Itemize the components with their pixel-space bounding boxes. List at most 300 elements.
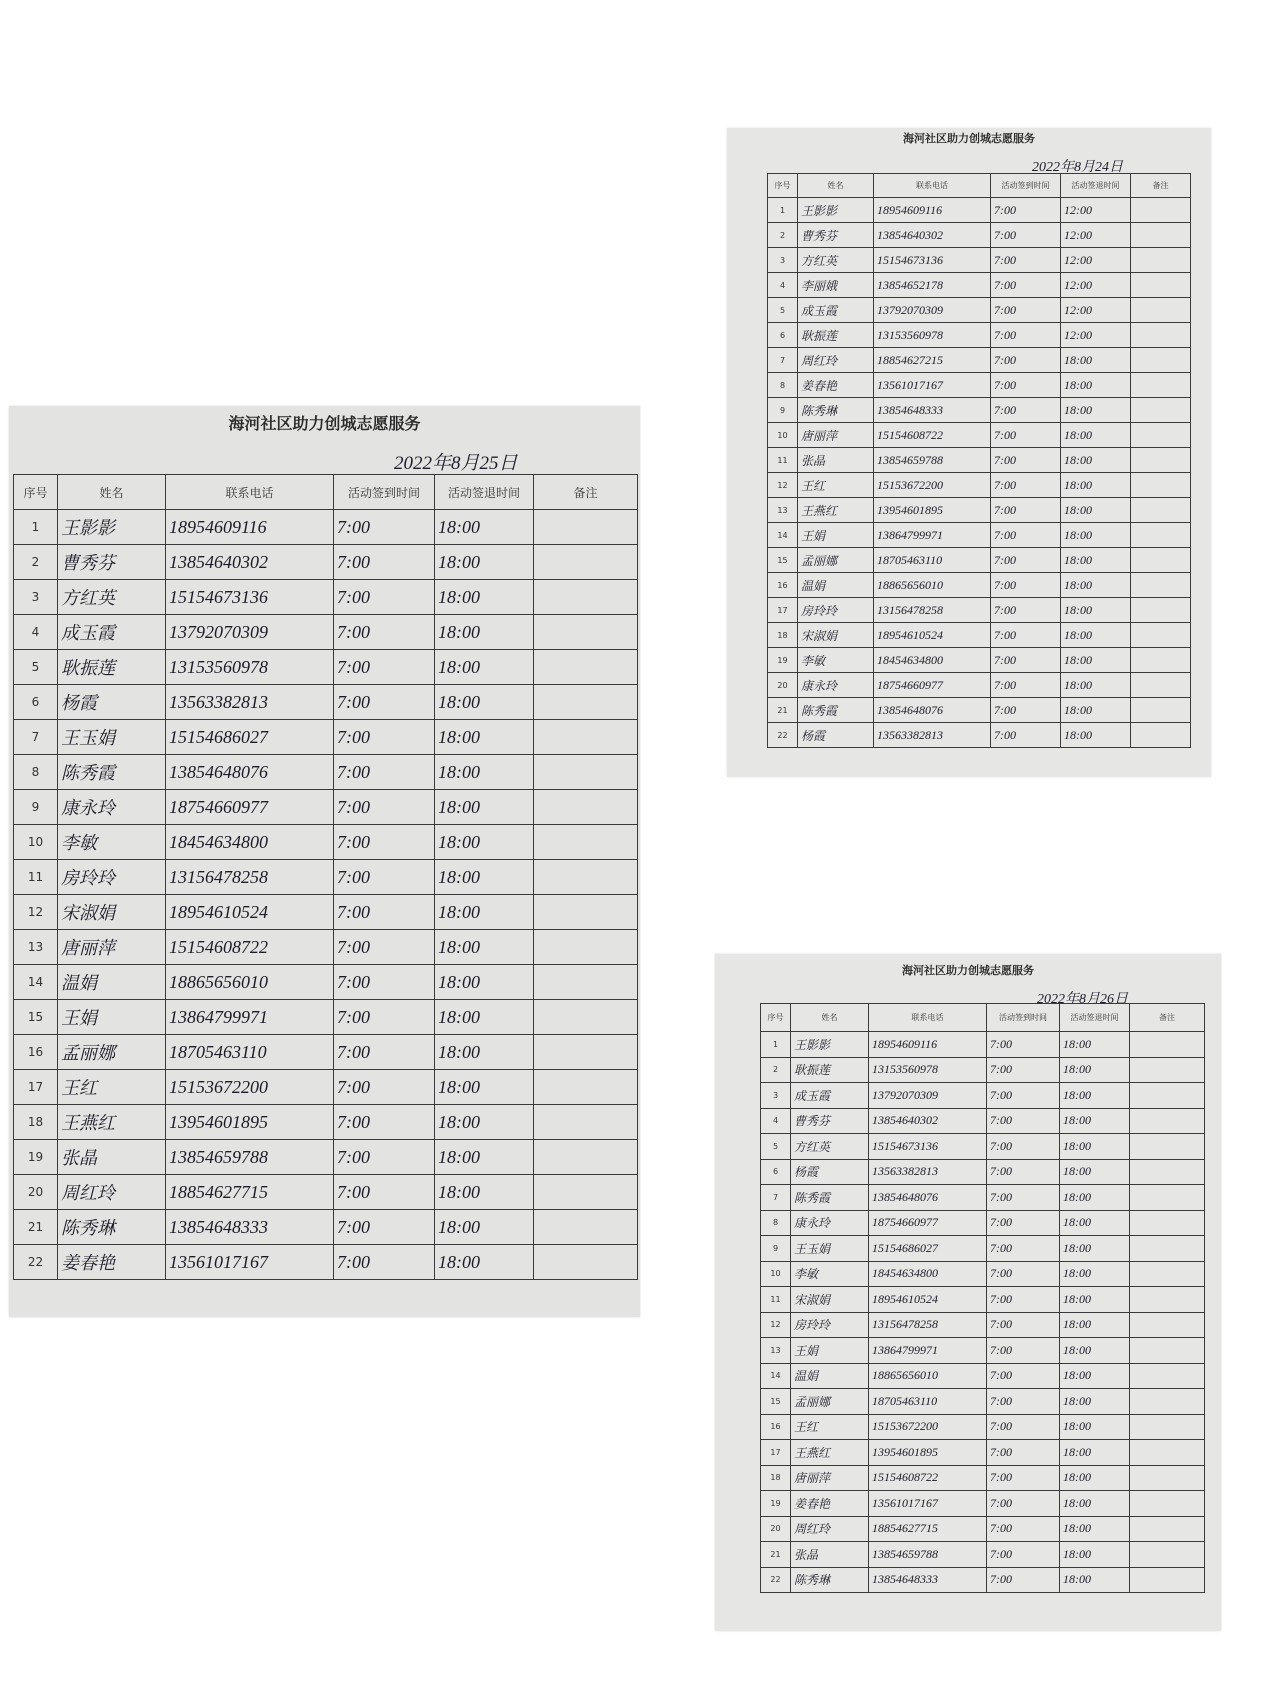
table-row xyxy=(761,1389,1205,1415)
volunteer-name: 张晶 xyxy=(798,448,874,473)
table-row xyxy=(14,580,638,615)
checkin-time: 7:00 xyxy=(987,1083,1060,1109)
phone-number: 13792070309 xyxy=(874,298,991,323)
header-note: 备注 xyxy=(1130,1004,1205,1032)
note-cell xyxy=(1130,1108,1205,1134)
checkout-time: 18:00 xyxy=(1060,1363,1130,1389)
volunteer-name: 张晶 xyxy=(791,1542,869,1568)
note-cell xyxy=(1130,1057,1205,1083)
volunteer-name: 王燕红 xyxy=(798,498,874,523)
checkout-time: 18:00 xyxy=(435,1035,534,1070)
checkout-time: 18:00 xyxy=(435,965,534,1000)
row-number: 8 xyxy=(761,1210,791,1236)
phone-number: 13156478258 xyxy=(869,1312,987,1338)
checkout-time: 18:00 xyxy=(435,1070,534,1105)
sheet-title: 海河社区助力创城志愿服务 xyxy=(902,964,1034,977)
row-number: 16 xyxy=(768,573,798,598)
phone-number: 13792070309 xyxy=(869,1083,987,1109)
checkout-time: 18:00 xyxy=(435,580,534,615)
phone-number: 13854659788 xyxy=(166,1140,334,1175)
sheet-date: 2022年8月26日 xyxy=(1037,992,1128,1007)
sheet-date: 2022年8月24日 xyxy=(1032,160,1123,175)
row-number: 21 xyxy=(768,698,798,723)
volunteer-name: 陈秀琳 xyxy=(58,1210,166,1245)
volunteer-name: 李敏 xyxy=(58,825,166,860)
checkout-time: 18:00 xyxy=(1060,1134,1130,1160)
phone-number: 15154686027 xyxy=(869,1236,987,1262)
checkout-time: 18:00 xyxy=(1061,673,1131,698)
checkin-time: 7:00 xyxy=(987,1057,1060,1083)
note-cell xyxy=(1131,323,1191,348)
row-number: 4 xyxy=(768,273,798,298)
note-cell xyxy=(534,790,638,825)
table-row xyxy=(768,298,1191,323)
phone-number: 13854659788 xyxy=(869,1542,987,1568)
table-row xyxy=(768,648,1191,673)
checkin-time: 7:00 xyxy=(987,1516,1060,1542)
phone-number: 13854648333 xyxy=(874,398,991,423)
checkout-time: 18:00 xyxy=(435,825,534,860)
header-no: 序号 xyxy=(768,174,798,198)
table-row xyxy=(761,1261,1205,1287)
table-row xyxy=(761,1210,1205,1236)
checkout-time: 18:00 xyxy=(1061,623,1131,648)
volunteer-name: 康永玲 xyxy=(58,790,166,825)
note-cell xyxy=(534,720,638,755)
row-number: 10 xyxy=(761,1261,791,1287)
note-cell xyxy=(534,1175,638,1210)
checkout-time: 18:00 xyxy=(1061,573,1131,598)
checkin-time: 7:00 xyxy=(334,580,435,615)
phone-number: 13854648333 xyxy=(166,1210,334,1245)
table-row xyxy=(768,473,1191,498)
checkin-time: 7:00 xyxy=(991,273,1061,298)
table-row xyxy=(761,1491,1205,1517)
checkout-time: 18:00 xyxy=(1060,1338,1130,1364)
checkout-time: 18:00 xyxy=(435,685,534,720)
checkout-time: 18:00 xyxy=(435,510,534,545)
table-row xyxy=(768,498,1191,523)
note-cell xyxy=(1130,1542,1205,1568)
volunteer-name: 曹秀芬 xyxy=(58,545,166,580)
volunteer-name: 成玉霞 xyxy=(798,298,874,323)
checkin-time: 7:00 xyxy=(991,573,1061,598)
phone-number: 18854627715 xyxy=(166,1175,334,1210)
table-row xyxy=(768,623,1191,648)
checkin-time: 7:00 xyxy=(991,248,1061,273)
table-row xyxy=(768,673,1191,698)
phone-number: 13153560978 xyxy=(166,650,334,685)
note-cell xyxy=(534,1035,638,1070)
phone-number: 15154686027 xyxy=(166,720,334,755)
row-number: 8 xyxy=(768,373,798,398)
row-number: 10 xyxy=(14,825,58,860)
row-number: 2 xyxy=(761,1057,791,1083)
note-cell xyxy=(1131,498,1191,523)
row-number: 20 xyxy=(768,673,798,698)
note-cell xyxy=(1131,598,1191,623)
volunteer-name: 王燕红 xyxy=(791,1440,869,1466)
table-row xyxy=(768,323,1191,348)
note-cell xyxy=(1131,648,1191,673)
note-cell xyxy=(1130,1236,1205,1262)
row-number: 13 xyxy=(14,930,58,965)
note-cell xyxy=(1131,573,1191,598)
checkin-time: 7:00 xyxy=(334,860,435,895)
volunteer-name: 宋淑娟 xyxy=(58,895,166,930)
volunteer-name: 唐丽萍 xyxy=(58,930,166,965)
table-header-row xyxy=(768,174,1191,198)
checkout-time: 18:00 xyxy=(1061,423,1131,448)
table-row xyxy=(14,545,638,580)
checkout-time: 12:00 xyxy=(1061,298,1131,323)
checkout-time: 18:00 xyxy=(1061,648,1131,673)
phone-number: 13854648076 xyxy=(166,755,334,790)
note-cell xyxy=(1131,523,1191,548)
row-number: 5 xyxy=(14,650,58,685)
header-note: 备注 xyxy=(1131,174,1191,198)
row-number: 20 xyxy=(761,1516,791,1542)
volunteer-name: 陈秀琳 xyxy=(798,398,874,423)
checkin-time: 7:00 xyxy=(334,1105,435,1140)
note-cell xyxy=(1131,248,1191,273)
note-cell xyxy=(534,895,638,930)
header-no: 序号 xyxy=(761,1004,791,1032)
checkin-time: 7:00 xyxy=(987,1363,1060,1389)
checkout-time: 18:00 xyxy=(1060,1261,1130,1287)
row-number: 4 xyxy=(761,1108,791,1134)
header-checkin: 活动签到时间 xyxy=(987,1004,1060,1032)
note-cell xyxy=(1130,1210,1205,1236)
sheet-title: 海河社区助力创城志愿服务 xyxy=(903,132,1035,145)
checkin-time: 7:00 xyxy=(991,398,1061,423)
checkin-time: 7:00 xyxy=(987,1236,1060,1262)
phone-number: 13563382813 xyxy=(869,1159,987,1185)
phone-number: 15153672200 xyxy=(869,1414,987,1440)
checkout-time: 18:00 xyxy=(1060,1312,1130,1338)
checkout-time: 18:00 xyxy=(1061,398,1131,423)
note-cell xyxy=(1130,1389,1205,1415)
phone-number: 18705463110 xyxy=(874,548,991,573)
row-number: 15 xyxy=(14,1000,58,1035)
table-row xyxy=(14,1140,638,1175)
signin-table xyxy=(760,1003,1205,1593)
table-row xyxy=(768,248,1191,273)
header-phone: 联系电话 xyxy=(166,475,334,510)
row-number: 21 xyxy=(14,1210,58,1245)
phone-number: 13561017167 xyxy=(874,373,991,398)
header-note: 备注 xyxy=(534,475,638,510)
row-number: 3 xyxy=(761,1083,791,1109)
table-row xyxy=(768,548,1191,573)
checkin-time: 7:00 xyxy=(987,1542,1060,1568)
row-number: 11 xyxy=(761,1287,791,1313)
row-number: 18 xyxy=(768,623,798,648)
table-row xyxy=(14,755,638,790)
row-number: 11 xyxy=(768,448,798,473)
checkin-time: 7:00 xyxy=(991,723,1061,748)
checkin-time: 7:00 xyxy=(991,323,1061,348)
phone-number: 15154608722 xyxy=(874,423,991,448)
row-number: 17 xyxy=(14,1070,58,1105)
sheet-title: 海河社区助力创城志愿服务 xyxy=(228,414,421,433)
checkin-time: 7:00 xyxy=(987,1134,1060,1160)
note-cell xyxy=(534,650,638,685)
header-phone: 联系电话 xyxy=(869,1004,987,1032)
row-number: 5 xyxy=(768,298,798,323)
checkout-time: 12:00 xyxy=(1061,273,1131,298)
note-cell xyxy=(1130,1440,1205,1466)
row-number: 3 xyxy=(14,580,58,615)
volunteer-name: 曹秀芬 xyxy=(798,223,874,248)
note-cell xyxy=(1131,448,1191,473)
note-cell xyxy=(534,1070,638,1105)
row-number: 8 xyxy=(14,755,58,790)
phone-number: 18705463110 xyxy=(869,1389,987,1415)
row-number: 1 xyxy=(14,510,58,545)
table-row xyxy=(761,1338,1205,1364)
note-cell xyxy=(1131,298,1191,323)
table-row xyxy=(768,273,1191,298)
volunteer-name: 唐丽萍 xyxy=(798,423,874,448)
phone-number: 13854648076 xyxy=(869,1185,987,1211)
row-number: 20 xyxy=(14,1175,58,1210)
checkin-time: 7:00 xyxy=(334,1000,435,1035)
table-row xyxy=(761,1465,1205,1491)
checkin-time: 7:00 xyxy=(987,1312,1060,1338)
table-row xyxy=(14,615,638,650)
row-number: 9 xyxy=(14,790,58,825)
volunteer-name: 张晶 xyxy=(58,1140,166,1175)
checkout-time: 18:00 xyxy=(435,1140,534,1175)
phone-number: 18954609116 xyxy=(869,1032,987,1058)
note-cell xyxy=(1130,1516,1205,1542)
signin-sheet-left xyxy=(9,406,640,1317)
phone-number: 18954609116 xyxy=(874,198,991,223)
note-cell xyxy=(1130,1134,1205,1160)
phone-number: 13954601895 xyxy=(874,498,991,523)
phone-number: 13563382813 xyxy=(874,723,991,748)
table-body xyxy=(768,198,1191,748)
volunteer-name: 陈秀霞 xyxy=(791,1185,869,1211)
checkin-time: 7:00 xyxy=(987,1491,1060,1517)
checkout-time: 12:00 xyxy=(1061,198,1131,223)
checkout-time: 18:00 xyxy=(1061,523,1131,548)
phone-number: 18954610524 xyxy=(869,1287,987,1313)
checkin-time: 7:00 xyxy=(334,1140,435,1175)
row-number: 19 xyxy=(14,1140,58,1175)
row-number: 12 xyxy=(14,895,58,930)
phone-number: 18454634800 xyxy=(166,825,334,860)
table-row xyxy=(14,930,638,965)
table-row xyxy=(761,1108,1205,1134)
volunteer-name: 姜春艳 xyxy=(791,1491,869,1517)
volunteer-name: 王影影 xyxy=(798,198,874,223)
signin-sheet-bottom-right xyxy=(715,954,1221,1631)
note-cell xyxy=(534,1000,638,1035)
phone-number: 13854640302 xyxy=(166,545,334,580)
phone-number: 18754660977 xyxy=(874,673,991,698)
checkout-time: 18:00 xyxy=(1061,698,1131,723)
table-row xyxy=(761,1032,1205,1058)
checkin-time: 7:00 xyxy=(991,548,1061,573)
volunteer-name: 陈秀霞 xyxy=(58,755,166,790)
row-number: 17 xyxy=(768,598,798,623)
checkin-time: 7:00 xyxy=(991,673,1061,698)
header-checkout: 活动签退时间 xyxy=(435,475,534,510)
note-cell xyxy=(534,685,638,720)
phone-number: 13864799971 xyxy=(869,1338,987,1364)
phone-number: 18865656010 xyxy=(166,965,334,1000)
row-number: 12 xyxy=(761,1312,791,1338)
volunteer-name: 李丽娥 xyxy=(798,273,874,298)
checkout-time: 18:00 xyxy=(435,1210,534,1245)
table-row xyxy=(768,423,1191,448)
volunteer-name: 成玉霞 xyxy=(791,1083,869,1109)
checkin-time: 7:00 xyxy=(987,1389,1060,1415)
phone-number: 13954601895 xyxy=(166,1105,334,1140)
checkout-time: 18:00 xyxy=(1060,1159,1130,1185)
note-cell xyxy=(1130,1414,1205,1440)
note-cell xyxy=(1130,1287,1205,1313)
row-number: 13 xyxy=(761,1338,791,1364)
volunteer-name: 王红 xyxy=(58,1070,166,1105)
checkout-time: 18:00 xyxy=(435,1000,534,1035)
volunteer-name: 王影影 xyxy=(791,1032,869,1058)
table-row xyxy=(761,1057,1205,1083)
phone-number: 13153560978 xyxy=(869,1057,987,1083)
checkin-time: 7:00 xyxy=(991,698,1061,723)
table-row xyxy=(14,825,638,860)
checkout-time: 18:00 xyxy=(435,930,534,965)
note-cell xyxy=(1130,1491,1205,1517)
note-cell xyxy=(534,1105,638,1140)
table-row xyxy=(768,723,1191,748)
volunteer-name: 房玲玲 xyxy=(798,598,874,623)
note-cell xyxy=(1131,373,1191,398)
checkin-time: 7:00 xyxy=(334,895,435,930)
volunteer-name: 温娟 xyxy=(58,965,166,1000)
phone-number: 15154673136 xyxy=(869,1134,987,1160)
row-number: 6 xyxy=(14,685,58,720)
volunteer-name: 周红玲 xyxy=(798,348,874,373)
checkout-time: 18:00 xyxy=(1060,1057,1130,1083)
note-cell xyxy=(1130,1032,1205,1058)
phone-number: 13854640302 xyxy=(874,223,991,248)
row-number: 4 xyxy=(14,615,58,650)
note-cell xyxy=(1130,1363,1205,1389)
signin-table xyxy=(767,173,1191,748)
note-cell xyxy=(534,860,638,895)
row-number: 19 xyxy=(768,648,798,673)
note-cell xyxy=(1131,348,1191,373)
sheet-date: 2022年8月25日 xyxy=(394,453,518,474)
phone-number: 18705463110 xyxy=(166,1035,334,1070)
header-name: 姓名 xyxy=(58,475,166,510)
phone-number: 13854648076 xyxy=(874,698,991,723)
table-row xyxy=(14,1245,638,1280)
checkout-time: 18:00 xyxy=(1060,1542,1130,1568)
row-number: 22 xyxy=(14,1245,58,1280)
phone-number: 18865656010 xyxy=(874,573,991,598)
checkin-time: 7:00 xyxy=(334,965,435,1000)
phone-number: 18954610524 xyxy=(166,895,334,930)
table-row xyxy=(768,373,1191,398)
table-row xyxy=(14,1175,638,1210)
volunteer-name: 王影影 xyxy=(58,510,166,545)
table-row xyxy=(14,1035,638,1070)
phone-number: 13563382813 xyxy=(166,685,334,720)
volunteer-name: 宋淑娟 xyxy=(791,1287,869,1313)
note-cell xyxy=(534,755,638,790)
checkin-time: 7:00 xyxy=(334,1175,435,1210)
row-number: 6 xyxy=(768,323,798,348)
volunteer-name: 李敏 xyxy=(798,648,874,673)
header-phone: 联系电话 xyxy=(874,174,991,198)
volunteer-name: 王娟 xyxy=(798,523,874,548)
note-cell xyxy=(1131,673,1191,698)
header-checkout: 活动签退时间 xyxy=(1060,1004,1130,1032)
note-cell xyxy=(1130,1312,1205,1338)
checkout-time: 18:00 xyxy=(1061,598,1131,623)
checkout-time: 12:00 xyxy=(1061,248,1131,273)
volunteer-name: 王燕红 xyxy=(58,1105,166,1140)
checkin-time: 7:00 xyxy=(991,598,1061,623)
checkin-time: 7:00 xyxy=(987,1414,1060,1440)
checkin-time: 7:00 xyxy=(334,1245,435,1280)
row-number: 15 xyxy=(761,1389,791,1415)
phone-number: 13153560978 xyxy=(874,323,991,348)
row-number: 1 xyxy=(761,1032,791,1058)
checkin-time: 7:00 xyxy=(334,545,435,580)
note-cell xyxy=(534,545,638,580)
row-number: 14 xyxy=(14,965,58,1000)
checkout-time: 18:00 xyxy=(435,1245,534,1280)
checkout-time: 18:00 xyxy=(1060,1108,1130,1134)
checkin-time: 7:00 xyxy=(987,1338,1060,1364)
table-row xyxy=(768,598,1191,623)
phone-number: 15154608722 xyxy=(869,1465,987,1491)
note-cell xyxy=(534,930,638,965)
volunteer-name: 房玲玲 xyxy=(791,1312,869,1338)
phone-number: 18854627715 xyxy=(869,1516,987,1542)
row-number: 11 xyxy=(14,860,58,895)
volunteer-name: 方红英 xyxy=(58,580,166,615)
table-row xyxy=(14,685,638,720)
table-row xyxy=(761,1312,1205,1338)
table-row xyxy=(768,348,1191,373)
checkout-time: 18:00 xyxy=(1060,1491,1130,1517)
row-number: 21 xyxy=(761,1542,791,1568)
checkout-time: 18:00 xyxy=(435,650,534,685)
row-number: 2 xyxy=(14,545,58,580)
volunteer-name: 孟丽娜 xyxy=(791,1389,869,1415)
checkout-time: 18:00 xyxy=(1061,498,1131,523)
phone-number: 18865656010 xyxy=(869,1363,987,1389)
row-number: 9 xyxy=(761,1236,791,1262)
checkout-time: 18:00 xyxy=(435,545,534,580)
volunteer-name: 耿振莲 xyxy=(58,650,166,685)
note-cell xyxy=(1130,1159,1205,1185)
table-row xyxy=(14,1000,638,1035)
checkin-time: 7:00 xyxy=(987,1440,1060,1466)
header-no: 序号 xyxy=(14,475,58,510)
checkout-time: 18:00 xyxy=(435,895,534,930)
table-row xyxy=(14,1210,638,1245)
table-row xyxy=(14,720,638,755)
checkin-time: 7:00 xyxy=(991,648,1061,673)
volunteer-name: 王红 xyxy=(791,1414,869,1440)
